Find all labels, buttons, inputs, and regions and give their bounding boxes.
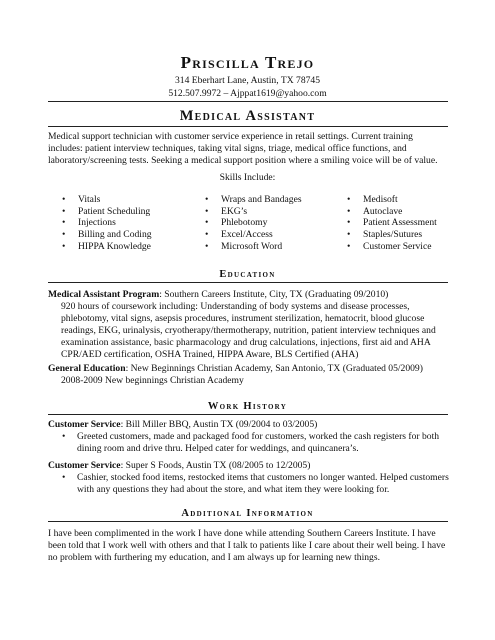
skill-item: • HIPPA Knowledge: [62, 241, 152, 253]
bullet-icon: •: [62, 431, 66, 442]
work-entry-1-detail: : Bill Miller BBQ, Austin TX (09/2004 to 03/2005): [120, 419, 318, 430]
additional-info-paragraph: I have been complimented in the work I have done while attending Southern Careers Institute. I have been told that I work well with others and that I talk to patients like I care about their well being. I have no problem with furthering my education, and I am always up for learning new things.: [48, 528, 446, 563]
skills-column-1: [62, 194, 152, 252]
skills-column-3: [347, 194, 437, 252]
candidate-name: Priscilla Trejo: [180, 53, 315, 72]
education-entry-1-program: Medical Assistant Program: [48, 289, 160, 300]
work-history-divider: [48, 414, 448, 415]
work-entry-1-role: Customer Service: [48, 419, 121, 430]
skill-item: • Patient Scheduling: [62, 206, 152, 218]
skill-item: • Vitals: [62, 194, 152, 206]
summary-paragraph: Medical support technician with customer service experience in retail settings. Current training includes: patient interview techniques, taking vital signs, triage, medical office functions, and laboratory/screening tests. Seeking a medical support position where a smiling voice will be of value.: [48, 131, 438, 166]
skill-item: • Customer Service: [347, 241, 437, 253]
skills-label: Skills Include:: [219, 172, 276, 183]
skill-item: • Medisoft: [347, 194, 437, 206]
education-title: Education: [219, 269, 276, 280]
skill-item: • Patient Assessment: [347, 217, 437, 229]
skill-item: • Staples/Sutures: [347, 229, 437, 241]
objective-title: Medical Assistant: [179, 108, 316, 124]
skill-item: • EKG’s: [205, 206, 302, 218]
skill-item: • Excel/Access: [205, 229, 302, 241]
education-entry-1-body: 920 hours of coursework including: Understanding of body systems and disease processes, phlebotomy, vital signs, asepsis procedures, instrument sterilization, hematocrit, blood glucose readings, EKG, urinalysis, cryotherapy/thermotherapy, nutrition, patient interview techniques and examination assistance, basic pharmacology and drug calculations, injections, first aid and AHA CPR/AED certification, OSHA Trained, HIPPA Aware, BLS Certified (AHA): [61, 301, 436, 360]
education-entry-1-heading: [48, 289, 448, 301]
education-entry-2-body: 2008-2009 New beginnings Christian Academy: [61, 375, 244, 386]
phone-email-line: 512.507.9972 – Ajppat1619@yahoo.com: [168, 88, 327, 99]
skill-item: • Phlebotomy: [205, 217, 302, 229]
education-entry-2-program: General Education: [48, 363, 126, 374]
skill-item: • Injections: [62, 217, 152, 229]
education-divider: [48, 282, 448, 283]
work-entry-2-role: Customer Service: [48, 460, 121, 471]
work-entry-2-bullet-text: Cashier, stocked food items, restocked items that customers no longer wanted. Helped customers with any questions they had about the store, and what item they were looking for.: [77, 472, 449, 495]
skill-item: • Microsoft Word: [205, 241, 302, 253]
education-entry-2-heading: [48, 363, 448, 375]
work-history-title: Work History: [207, 401, 288, 412]
bullet-icon: •: [62, 472, 66, 483]
additional-info-divider: [48, 521, 448, 522]
skills-column-2: [205, 194, 302, 252]
skill-item: • Wraps and Bandages: [205, 194, 302, 206]
additional-info-title: Additional Information: [181, 508, 314, 519]
work-entry-2-heading: [48, 460, 448, 472]
header-divider: [48, 101, 448, 102]
address-line: 314 Eberhart Lane, Austin, TX 78745: [174, 75, 321, 86]
skill-item: • Billing and Coding: [62, 229, 152, 241]
work-entry-1-heading: [48, 419, 448, 431]
education-entry-2-detail: : New Beginnings Christian Academy, San Antonio, TX (Graduated 05/2009): [125, 363, 423, 374]
work-entry-2-detail: : Super S Foods, Austin TX (08/2005 to 12/2005): [120, 460, 311, 471]
education-entry-1-detail: : Southern Careers Institute, City, TX (Graduating 09/2010): [159, 289, 389, 300]
work-entry-1-bullet-text: Greeted customers, made and packaged food for customers, worked the cash registers for both dining room and drive thru. Helped cater for weddings, and quincanera’s.: [77, 431, 440, 454]
objective-divider: [48, 126, 448, 127]
skill-item: • Autoclave: [347, 206, 437, 218]
